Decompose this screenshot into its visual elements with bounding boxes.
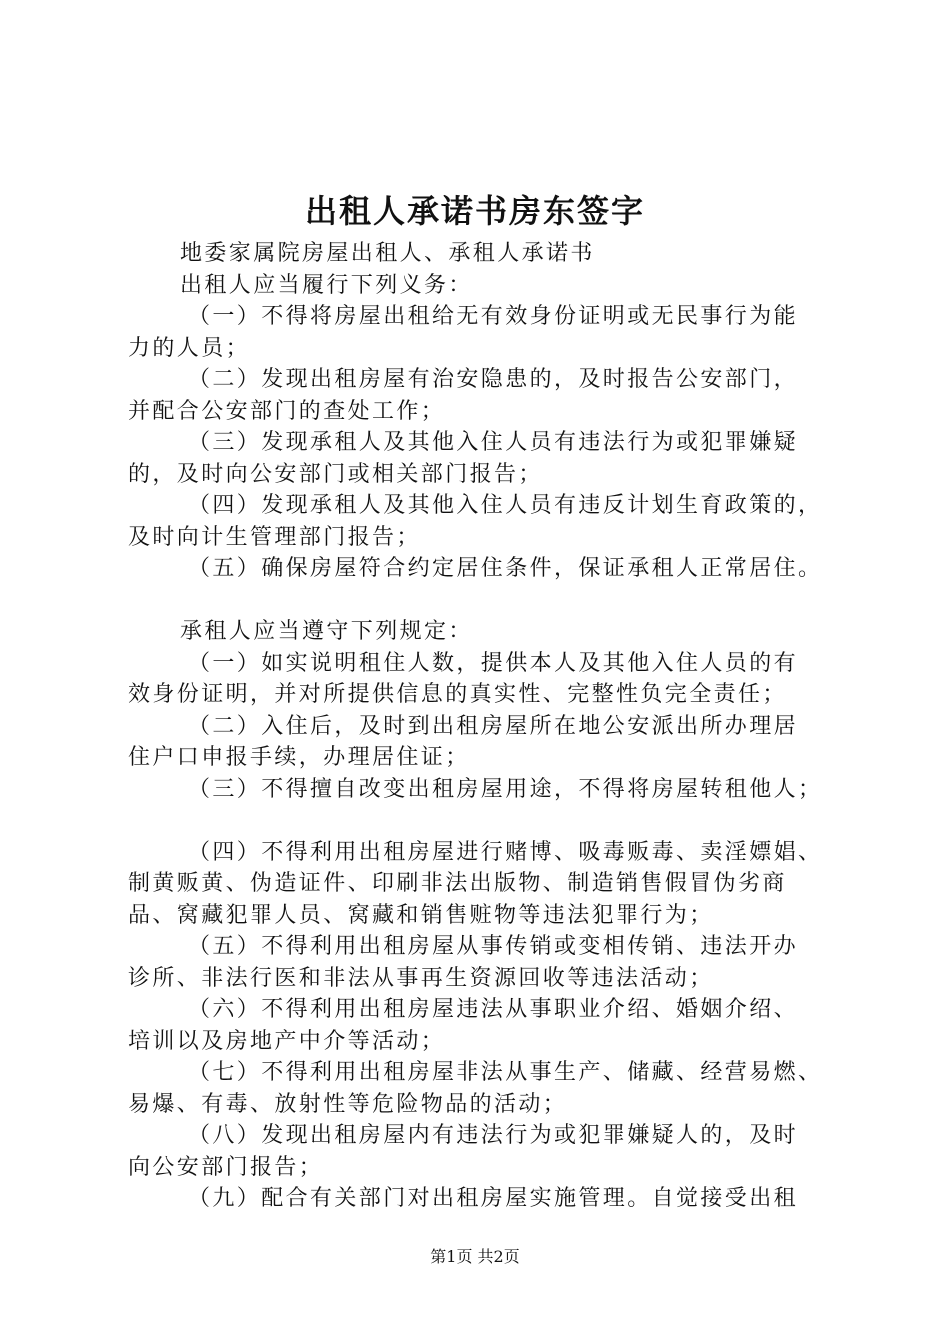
text-line: （三）发现承租人及其他入住人员有违法行为或犯罪嫌疑 — [188, 430, 799, 455]
text-line: 住户口申报手续，办理居住证； — [128, 745, 470, 770]
text-line: （七）不得利用出租房屋非法从事生产、储藏、经营易燃、 — [188, 1060, 823, 1085]
text-line: （一）不得将房屋出租给无有效身份证明或无民事行为能 — [188, 304, 799, 329]
text-line: （五）不得利用出租房屋从事传销或变相传销、违法开办 — [188, 934, 799, 959]
text-line: 及时向计生管理部门报告； — [128, 524, 421, 550]
text-line: 地委家属院房屋出租人、承租人承诺书 — [180, 241, 595, 266]
text-line: 易爆、有毒、放射性等危险物品的活动； — [128, 1091, 568, 1117]
text-line: 制黄贩黄、伪造证件、印刷非法出版物、制造销售假冒伪劣商 — [128, 871, 787, 896]
text-line: 的，及时向公安部门或相关部门报告； — [128, 461, 543, 487]
page-footer: 第1页 共2页 — [430, 1247, 520, 1266]
text-line: 品、窝藏犯罪人员、窝藏和销售赃物等违法犯罪行为； — [128, 902, 714, 928]
document-body — [128, 238, 840, 1215]
text-line: （八）发现出租房屋内有违法行为或犯罪嫌疑人的，及时 — [188, 1123, 799, 1148]
blank-line — [128, 805, 840, 837]
text-line: 培训以及房地产中介等活动； — [128, 1028, 446, 1054]
text-line: 并配合公安部门的查处工作； — [128, 398, 446, 424]
text-line: （四）发现承租人及其他入住人员有违反计划生育政策的， — [188, 493, 823, 518]
text-line: 诊所、非法行医和非法从事再生资源回收等违法活动； — [128, 965, 714, 991]
text-line: 向公安部门报告； — [128, 1154, 324, 1180]
text-line: （四）不得利用出租房屋进行赌博、吸毒贩毒、卖淫嫖娼、 — [188, 839, 823, 865]
text-line: （二）入住后，及时到出租房屋所在地公安派出所办理居 — [188, 713, 799, 739]
text-line: （一）如实说明租住人数，提供本人及其他入住人员的有 — [188, 650, 799, 676]
text-line: （五）确保房屋符合约定居住条件，保证承租人正常居住。 — [188, 556, 823, 581]
text-line: 力的人员； — [128, 335, 251, 361]
text-line: 效身份证明，并对所提供信息的真实性、完整性负完全责任； — [128, 682, 787, 707]
text-line: （三）不得擅自改变出租房屋用途，不得将房屋转租他人； — [188, 776, 823, 802]
text-line: 承租人应当遵守下列规定： — [180, 619, 473, 644]
blank-line — [128, 585, 840, 617]
document-title: 出租人承诺书房东签字 — [304, 192, 645, 230]
text-line: （二）发现出租房屋有治安隐患的，及时报告公安部门， — [188, 367, 799, 392]
text-line: （九）配合有关部门对出租房屋实施管理。自觉接受出租 — [188, 1186, 799, 1211]
text-line: （六）不得利用出租房屋违法从事职业介绍、婚姻介绍、 — [188, 997, 799, 1022]
text-line: 出租人应当履行下列义务： — [180, 272, 473, 298]
